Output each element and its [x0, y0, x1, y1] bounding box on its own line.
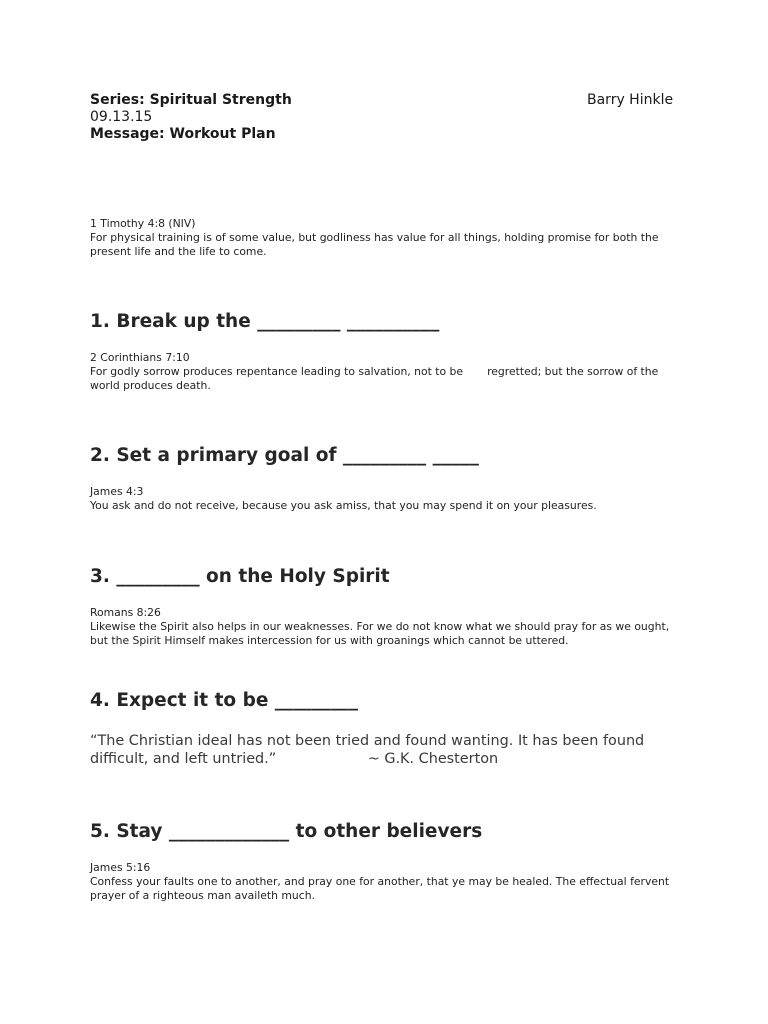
point-heading: 3. _________ on the Holy Spirit [90, 566, 390, 587]
point-heading: 2. Set a primary goal of _________ _____ [90, 445, 479, 466]
sermon-notes-page [90, 92, 675, 902]
quote-line: difficult, and left untried.” ~ G.K. Chesterton [90, 751, 499, 767]
point-1-scripture [90, 351, 675, 393]
point-3 [90, 566, 675, 588]
scripture-reference: James 5:16 [90, 861, 151, 874]
scripture-reference: Romans 8:26 [90, 606, 161, 619]
scripture-reference: 2 Corinthians 7:10 [90, 351, 190, 364]
author-name: Barry Hinkle [587, 92, 674, 108]
point-3-scripture [90, 606, 675, 648]
scripture-text: Likewise the Spirit also helps in our weaknesses. For we do not know what we should pray for as we ought, but the Spirit Himself makes intercession for us with groanings which cannot be uttered. [90, 620, 670, 647]
point-5 [90, 821, 675, 843]
sermon-date: 09.13.15 [90, 109, 153, 125]
scripture-text: For godly sorrow produces repentance leading to salvation, not to be regretted; but the sorrow of the world produces death. [90, 365, 662, 392]
point-2 [90, 445, 675, 467]
chesterton-quote [90, 732, 675, 768]
point-5-scripture [90, 861, 675, 903]
message-title: Message: Workout Plan [90, 126, 276, 142]
scripture-reference: James 4:3 [90, 485, 144, 498]
point-heading: 5. Stay _____________ to other believers [90, 821, 483, 842]
point-2-scripture [90, 485, 675, 513]
intro-scripture [90, 217, 675, 259]
point-4 [90, 690, 675, 712]
scripture-reference: 1 Timothy 4:8 (NIV) [90, 217, 196, 230]
point-1 [90, 311, 675, 333]
scripture-text: For physical training is of some value, but godliness has value for all things, holding promise for both the present life and the life to come. [90, 231, 659, 258]
quote-line: “The Christian ideal has not been tried and found wanting. It has been found [90, 733, 645, 749]
scripture-text: You ask and do not receive, because you ask amiss, that you may spend it on your pleasures. [90, 499, 597, 512]
point-heading: 1. Break up the _________ __________ [90, 311, 440, 332]
series-title: Series: Spiritual Strength [90, 92, 292, 108]
point-heading: 4. Expect it to be _________ [90, 690, 359, 711]
scripture-text: Confess your faults one to another, and pray one for another, that ye may be healed. The effectual fervent prayer of a righteous man availeth much. [90, 875, 670, 902]
